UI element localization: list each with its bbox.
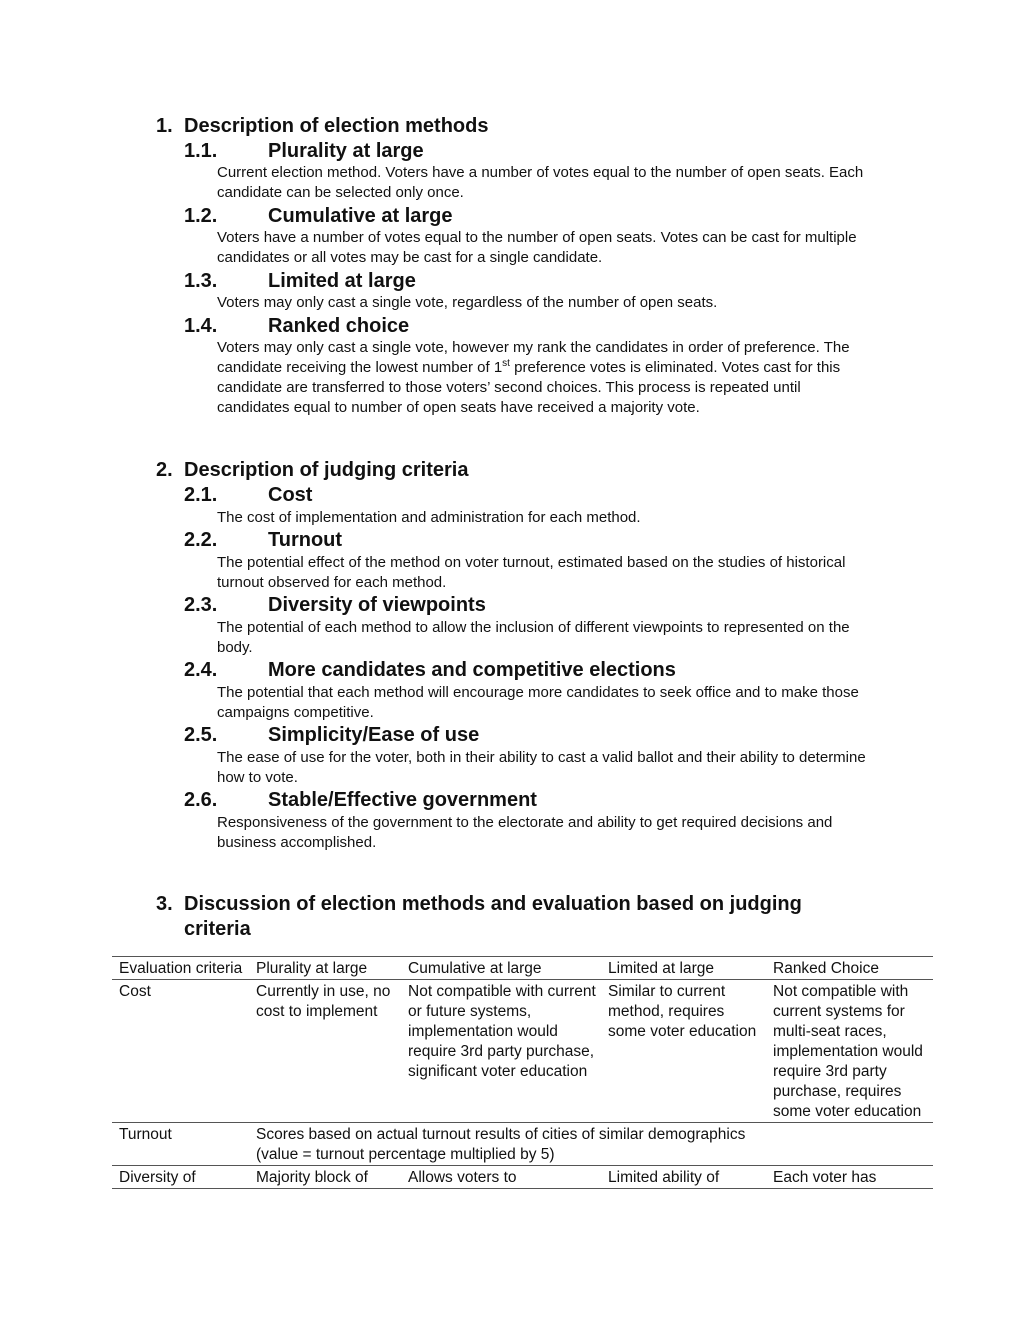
table-cell: Not compatible with current systems for multi-seat races, implementation would require 3rd party purchase, requires some voter education — [766, 980, 933, 1123]
table-row — [112, 980, 933, 1123]
table-cell: Similar to current method, requires some voter education — [601, 980, 766, 1123]
subsection-description: Responsiveness of the government to the electorate and ability to get required decisions and business accomplished. — [217, 814, 833, 851]
table-cell: Diversity of — [112, 1166, 249, 1189]
table-cell: Not compatible with current or future systems, implementation would require 3rd party purchase, significant voter education — [401, 980, 601, 1123]
table-header-cell: Limited at large — [601, 957, 766, 980]
subsection-description: The ease of use for the voter, both in their ability to cast a valid ballot and their ability to determine how to vote. — [217, 749, 866, 786]
table-cell: Limited ability of — [601, 1166, 766, 1189]
subsection-description: Voters may only cast a single vote, however my rank the candidates in order of preference. The candidate receiving the lowest number of 1st preference votes is eliminated. Votes cast for this candidate are transferred to those voters’ second choices. This process is repeated until candidates equal to number of open seats have received a majority vote. — [217, 339, 850, 416]
subsection-description: Voters may only cast a single vote, regardless of the number of open seats. — [217, 294, 718, 311]
table-cell: Turnout — [112, 1123, 249, 1166]
table-header-cell: Ranked Choice — [766, 957, 933, 980]
table-cell: Each voter has — [766, 1166, 933, 1189]
table-cell-merged: Scores based on actual turnout results of cities of similar demographics (value = turnout percentage multiplied by 5) — [249, 1123, 933, 1166]
subsection-description: Current election method. Voters have a number of votes equal to the number of open seats. Each candidate can be selected only once. — [217, 164, 864, 201]
subsection-description: The cost of implementation and administration for each method. — [217, 509, 641, 526]
subsection-description: Voters have a number of votes equal to the number of open seats. Votes can be cast for multiple candidates or all votes may be cast for a single candidate. — [217, 229, 857, 266]
table-header-row — [112, 957, 933, 980]
subsection-description: The potential that each method will encourage more candidates to seek office and to make those campaigns competitive. — [217, 684, 859, 721]
superscript: st — [502, 358, 510, 369]
table-cell: Cost — [112, 980, 249, 1123]
table-cell: Majority block of — [249, 1166, 401, 1189]
table-row — [112, 1123, 933, 1166]
subsection-description: The potential effect of the method on voter turnout, estimated based on the studies of historical turnout observed for each method. — [217, 554, 846, 591]
table-header-cell: Evaluation criteria — [112, 957, 249, 980]
evaluation-table — [112, 956, 933, 1189]
document-page: 1. Description of election methods 1.1. Plurality at large Current election method. Voters have a number of votes equal to the number of open seats. Each candidate can be selected only once. 1.2. Cumulative at large Voters have a number of votes equal to the number of open seats. Votes can be cast for multiple candidates or all votes may be cast for a single candidate. 1.3. Limited at large Voters may only cast a single vote, regardless of the number of open seats. 1.4. Ranked choice Voters may only cast a single vote, however my rank the candidates in order of preference. The candidate receiving the lowest number of 1st preference votes is eliminated. Votes cast for this candidate are transferred to those voters’ second choices. This process is repeated until candidates equal to number of open seats have received a majority vote. 2. Description of judging criteria 2.1. Cost The cost of implementation and administration for each method. 2.2. Turnout The potential effect of the method on voter turnout, estimated based on the studies of historical turnout observed for each method. 2.3. Diversity of viewpoints The potential of each method to allow the inclusion of different viewpoints to represented on the body. 2.4. More candidates and competitive elections The potential that each method will encourage more candidates to seek office and to make those campaigns competitive. 2.5. Simplicity/Ease of use The ease of use for the voter, both in their ability to cast a valid ballot and their ability to determine how to vote. 2.6. Stable/Effective government Responsiveness of the government to the electorate and ability to get required decisions and business accomplished. 3. Discussion of election methods and evaluation based on judging criteria Evaluation criteria Plurality at large Cumulative at large Limited at large Ranked Choice Cost Currently in use, no cost to implement Not compatible with current or future systems, implementation would require 3rd party purchase, significant voter education Similar to current method, requires some voter education Not compatible with current systems for multi-seat races, implementation would require 3rd party purchase, requires some voter education Turnout Scores based on actual turnout results of cities of similar demographics (value = turnout percentage multiplied by 5) Diversity of Majority block of Allows voters to Limited ability of Each voter has — [0, 0, 1020, 1320]
table-cell: Currently in use, no cost to implement — [249, 980, 401, 1123]
table-row — [112, 1166, 933, 1189]
table-cell: Allows voters to — [401, 1166, 601, 1189]
subsection-description: The potential of each method to allow the inclusion of different viewpoints to represented on the body. — [217, 619, 850, 656]
table-header-cell: Plurality at large — [249, 957, 401, 980]
table-header-cell: Cumulative at large — [401, 957, 601, 980]
